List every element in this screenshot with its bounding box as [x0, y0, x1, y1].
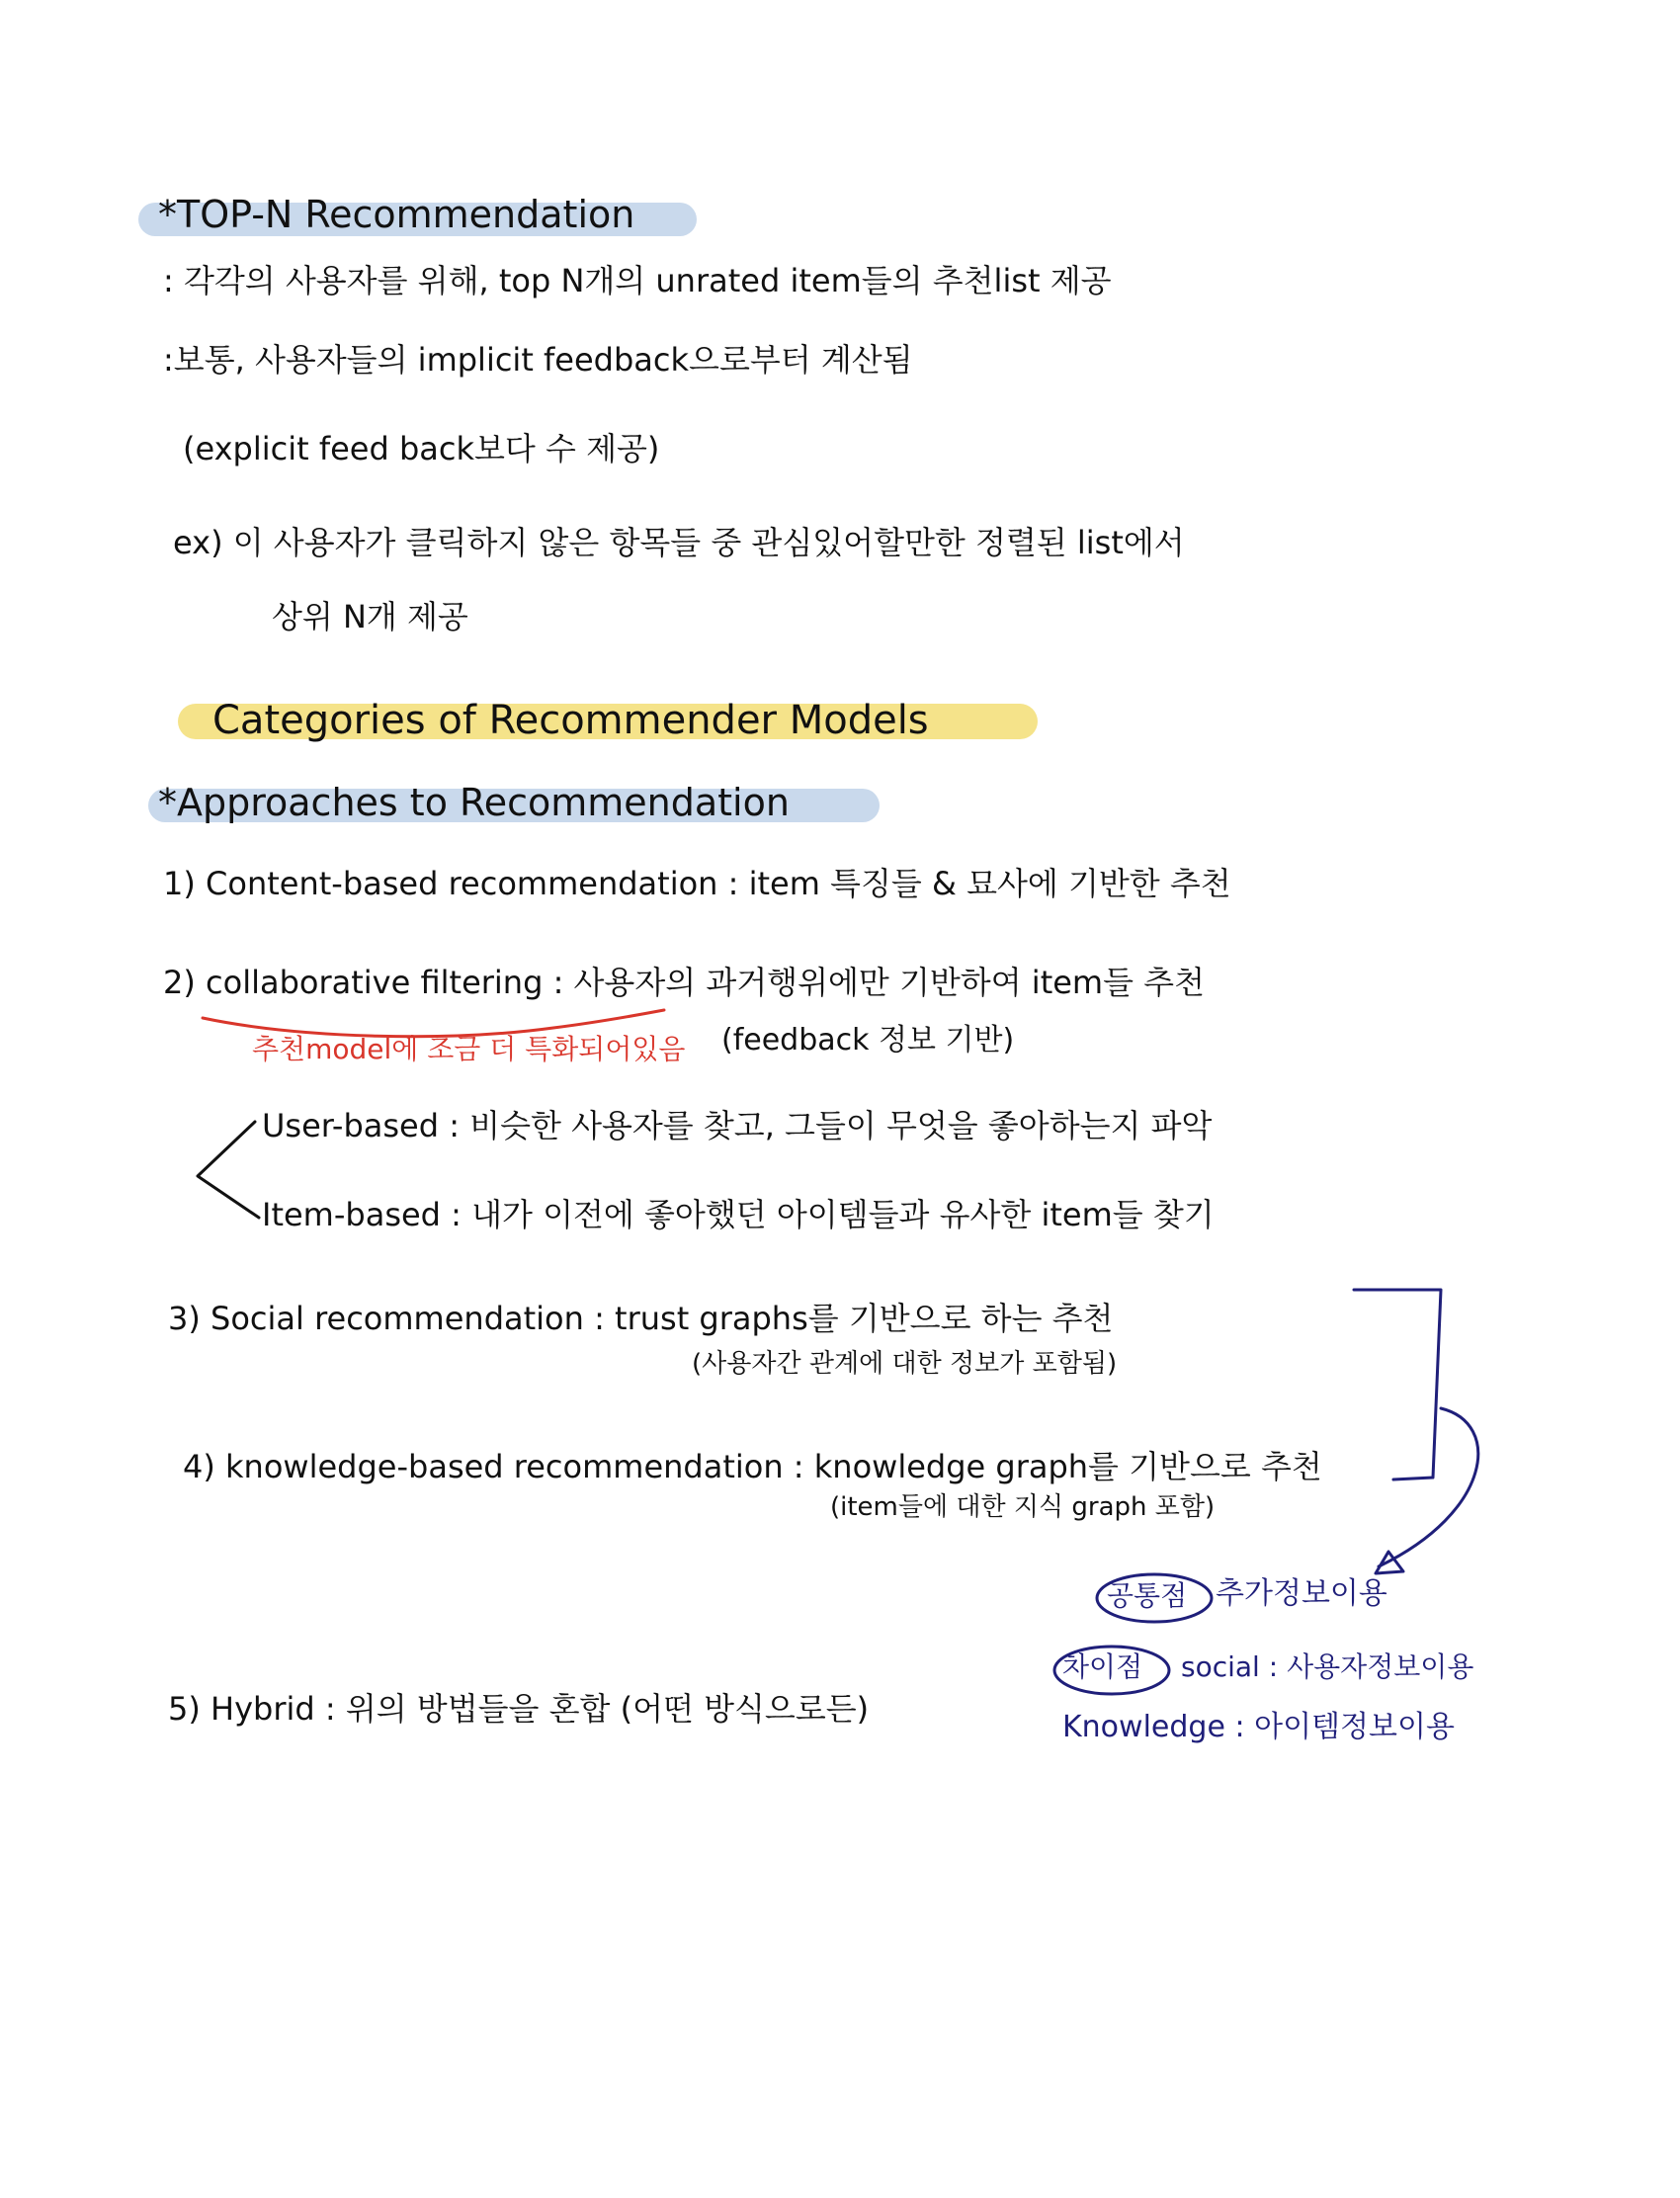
topn-title: *TOP-N Recommendation [158, 193, 635, 236]
topn-example-line-1: ex) 이 사용자가 클릭하지 않은 항목들 중 관심있어할만한 정렬된 list에서 [173, 524, 1185, 561]
item-based-line: Item-based : 내가 이전에 좋아했던 아이템들과 유사한 item들 찾기 [262, 1196, 1215, 1233]
approach-2-collaborative-filtering: 2) collaborative filtering : 사용자의 과거행위에만 기반하여 item들 추천 [163, 964, 1206, 1001]
user-based-line: User-based : 비슷한 사용자를 찾고, 그들이 무엇을 좋아하는지 파악 [262, 1107, 1213, 1144]
navy-arrow-curve [1379, 1408, 1478, 1566]
diff-knowledge: Knowledge : 아이템정보이용 [1062, 1710, 1455, 1744]
diff-social: social : 사용자정보이용 [1181, 1650, 1474, 1683]
approach-2-red-note: 추천model에 조금 더 특화되어있음 [252, 1033, 686, 1065]
navy-group-bracket [1354, 1290, 1441, 1479]
approach-1-content-based: 1) Content-based recommendation : item 특징들 & 묘사에 기반한 추천 [163, 865, 1231, 902]
approach-4-knowledge-based: 4) knowledge-based recommendation : knowledge graph를 기반으로 추천 [183, 1448, 1322, 1485]
approach-4-sub: (item들에 대한 지식 graph 포함) [830, 1492, 1216, 1522]
topn-line-2: :보통, 사용자들의 implicit feedback으로부터 계산됨 [163, 341, 913, 379]
topn-line-3: (explicit feed back보다 수 제공) [183, 430, 660, 467]
approaches-title: *Approaches to Recommendation [158, 781, 790, 824]
branch-bracket [198, 1122, 259, 1218]
diff-label: 차이점 [1062, 1650, 1143, 1683]
approach-5-hybrid: 5) Hybrid : 위의 방법들을 혼합 (어떤 방식으로든) [168, 1690, 870, 1728]
diff-label-circle [1054, 1647, 1169, 1694]
approach-3-social: 3) Social recommendation : trust graphs를 기반으로 하는 추천 [168, 1300, 1114, 1337]
topn-example-line-2: 상위 N개 제공 [272, 598, 468, 635]
approach-3-sub: (사용자간 관계에 대한 정보가 포함됨) [692, 1349, 1118, 1379]
approach-2-feedback-note: (feedback 정보 기반) [721, 1023, 1015, 1057]
common-label-circle [1097, 1574, 1212, 1622]
common-label: 공통점 [1107, 1579, 1188, 1612]
topn-line-1: : 각각의 사용자를 위해, top N개의 unrated item들의 추천list 제공 [163, 262, 1112, 299]
categories-title: Categories of Recommender Models [212, 698, 929, 743]
common-text: 추가정보이용 [1216, 1576, 1387, 1611]
red-underline [203, 1010, 664, 1037]
